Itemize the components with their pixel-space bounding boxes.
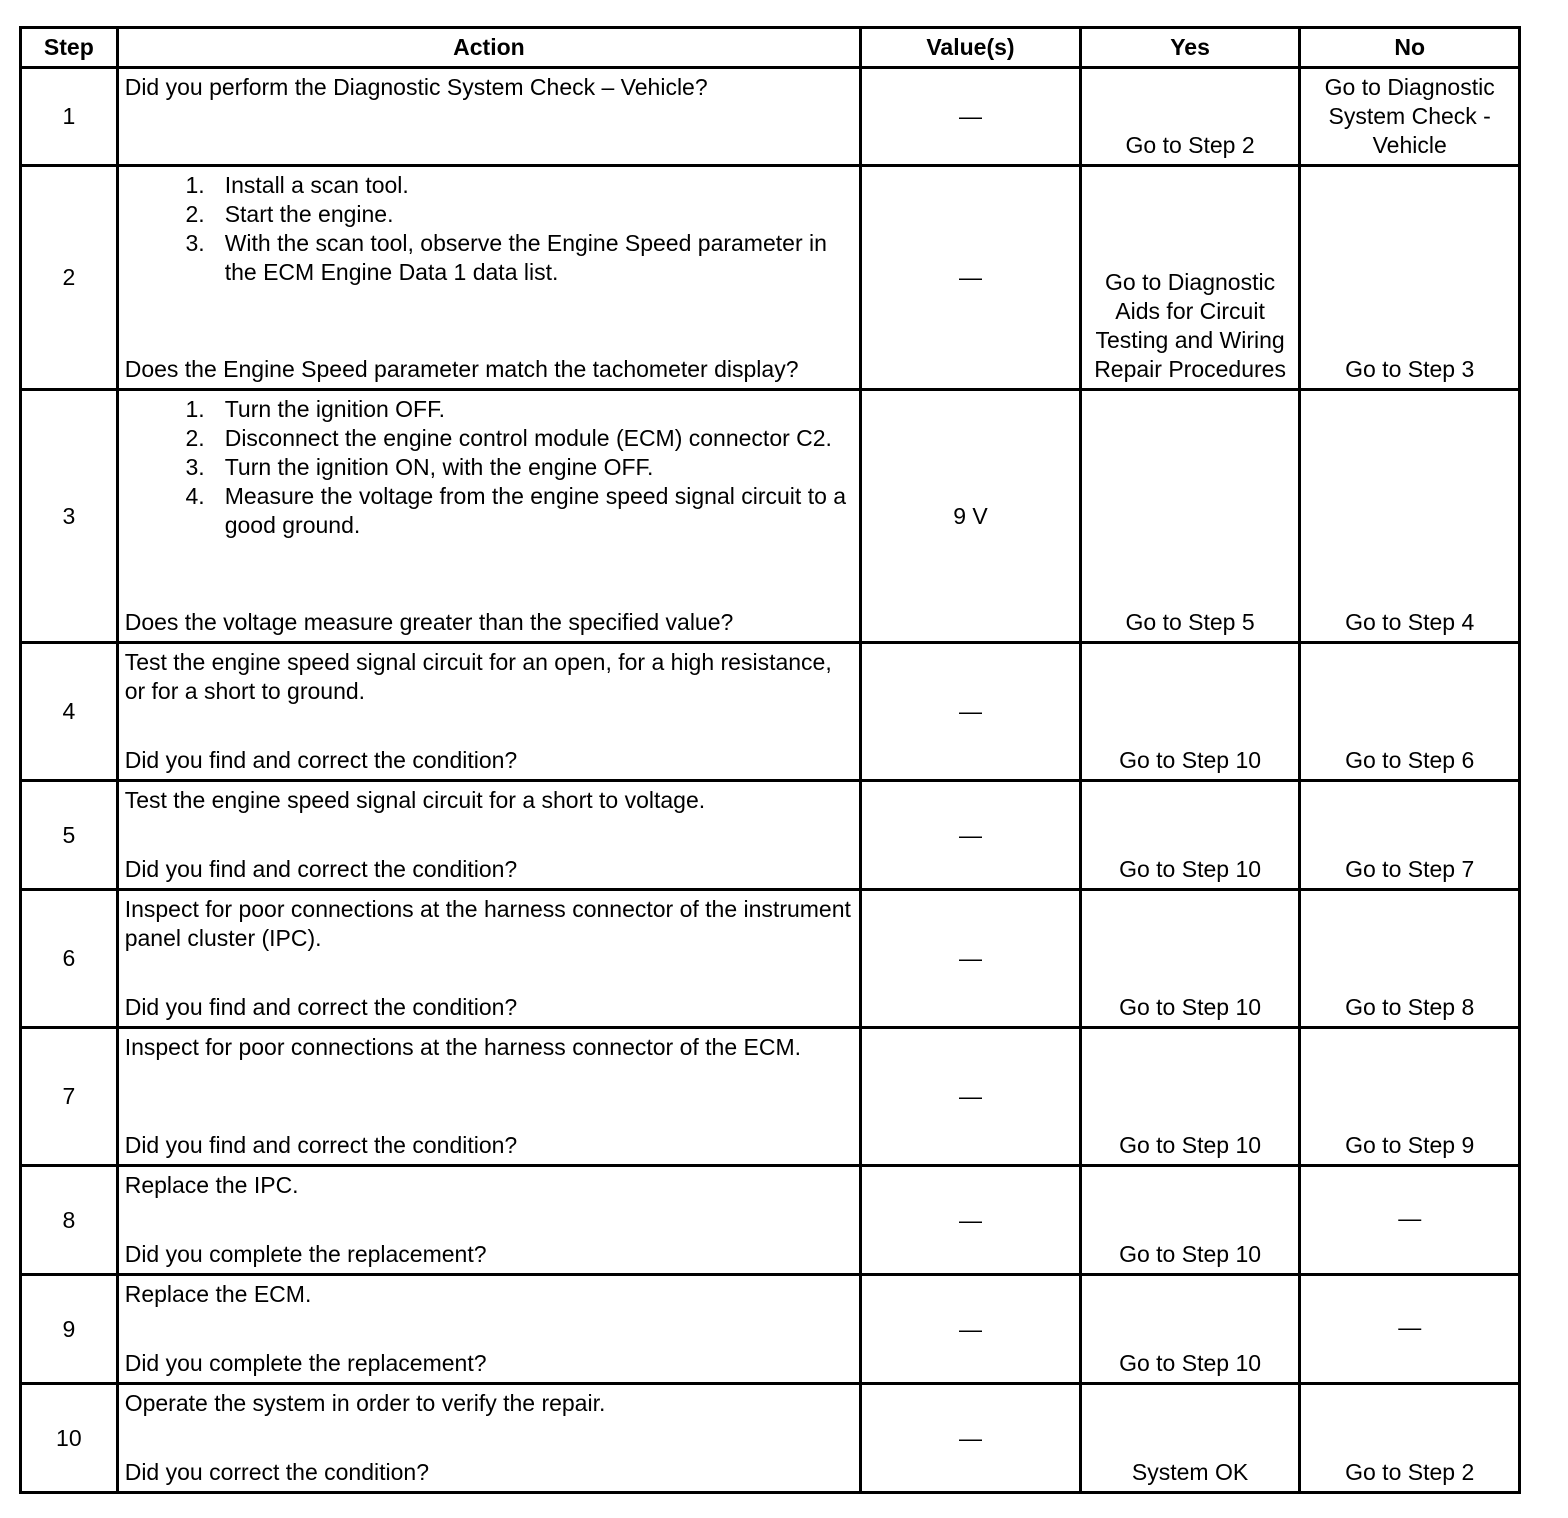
no-cell: — xyxy=(1300,1166,1520,1275)
substep-item xyxy=(125,453,854,482)
substep-item xyxy=(125,482,854,540)
step-number: 3 xyxy=(21,390,118,643)
value-cell: — xyxy=(861,781,1081,890)
step-number: 9 xyxy=(21,1275,118,1384)
no-cell: Go to Step 3 xyxy=(1300,166,1520,390)
header-values: Value(s) xyxy=(861,28,1081,68)
action-cell xyxy=(117,390,860,643)
substep-number: 4. xyxy=(185,483,205,509)
step-number: 6 xyxy=(21,890,118,1028)
substep-item xyxy=(125,200,854,229)
action-substeps xyxy=(125,395,854,540)
yes-cell: Go to Step 5 xyxy=(1080,390,1300,643)
substep-item xyxy=(125,229,854,287)
no-cell: Go to Step 8 xyxy=(1300,890,1520,1028)
substep-text: Disconnect the engine control module (ECM) connector C2. xyxy=(224,425,832,451)
substep-text: Turn the ignition ON, with the engine OFF. xyxy=(224,454,654,480)
table-row xyxy=(21,1384,1520,1493)
step-number: 2 xyxy=(21,166,118,390)
substep-number: 2. xyxy=(185,425,205,451)
substep-number: 2. xyxy=(185,201,205,227)
action-question: Did you find and correct the condition? xyxy=(124,856,518,882)
header-action: Action xyxy=(117,28,860,68)
table-row xyxy=(21,781,1520,890)
step-number: 4 xyxy=(21,643,118,781)
substep-number: 1. xyxy=(185,172,205,198)
header-step: Step xyxy=(21,28,118,68)
step-number: 10 xyxy=(21,1384,118,1493)
action-question: Did you complete the replacement? xyxy=(124,1241,487,1267)
yes-cell: Go to Step 10 xyxy=(1080,890,1300,1028)
no-cell: Go to Step 9 xyxy=(1300,1028,1520,1166)
table-row xyxy=(21,68,1520,166)
substep-text: Start the engine. xyxy=(224,201,394,227)
no-cell: Go to Step 6 xyxy=(1300,643,1520,781)
value-cell: — xyxy=(861,68,1081,166)
action-instruction: Replace the ECM. xyxy=(124,1281,312,1307)
table-row xyxy=(21,1275,1520,1384)
action-cell xyxy=(117,890,860,1028)
action-instruction: Test the engine speed signal circuit for an open, for a high resistance, or for a short to ground. xyxy=(124,649,832,704)
action-question: Did you correct the condition? xyxy=(124,1459,429,1485)
action-cell xyxy=(117,1384,860,1493)
value-cell: — xyxy=(861,1275,1081,1384)
header-yes: Yes xyxy=(1080,28,1300,68)
value-cell: — xyxy=(861,1028,1081,1166)
substep-text: With the scan tool, observe the Engine Speed parameter in the ECM Engine Data 1 data list. xyxy=(224,230,827,285)
action-cell xyxy=(117,1166,860,1275)
substep-text: Measure the voltage from the engine speed signal circuit to a good ground. xyxy=(224,483,847,538)
table-row xyxy=(21,643,1520,781)
action-question: Did you find and correct the condition? xyxy=(124,994,518,1020)
action-substeps xyxy=(125,171,854,287)
action-cell xyxy=(117,1275,860,1384)
substep-item xyxy=(125,424,854,453)
value-cell: — xyxy=(861,1384,1081,1493)
yes-cell: Go to Step 10 xyxy=(1080,781,1300,890)
yes-cell: Go to Diagnostic Aids for Circuit Testing and Wiring Repair Procedures xyxy=(1080,166,1300,390)
substep-item xyxy=(125,395,854,424)
action-question: Does the voltage measure greater than the specified value? xyxy=(124,609,734,635)
no-cell: Go to Step 4 xyxy=(1300,390,1520,643)
value-cell: — xyxy=(861,890,1081,1028)
yes-cell: Go to Step 10 xyxy=(1080,1028,1300,1166)
action-question: Did you complete the replacement? xyxy=(124,1350,487,1376)
action-instruction: Inspect for poor connections at the harness connector of the ECM. xyxy=(124,1034,802,1060)
substep-text: Turn the ignition OFF. xyxy=(224,396,445,422)
no-cell: Go to Step 7 xyxy=(1300,781,1520,890)
table-row xyxy=(21,390,1520,643)
step-number: 5 xyxy=(21,781,118,890)
value-cell: — xyxy=(861,1166,1081,1275)
table-row xyxy=(21,1166,1520,1275)
table-row xyxy=(21,166,1520,390)
value-cell: — xyxy=(861,166,1081,390)
action-instruction: Test the engine speed signal circuit for a short to voltage. xyxy=(124,787,706,813)
action-instruction: Operate the system in order to verify the repair. xyxy=(124,1390,606,1416)
yes-cell: Go to Step 10 xyxy=(1080,1166,1300,1275)
action-question: Did you find and correct the condition? xyxy=(124,747,518,773)
action-question: Did you find and correct the condition? xyxy=(124,1132,518,1158)
step-number: 8 xyxy=(21,1166,118,1275)
value-cell: — xyxy=(861,643,1081,781)
yes-cell: Go to Step 2 xyxy=(1080,68,1300,166)
substep-number: 1. xyxy=(185,396,205,422)
action-cell xyxy=(117,68,860,166)
no-cell: Go to Step 2 xyxy=(1300,1384,1520,1493)
no-cell: — xyxy=(1300,1275,1520,1384)
table-row xyxy=(21,890,1520,1028)
value-cell: 9 V xyxy=(861,390,1081,643)
action-cell xyxy=(117,166,860,390)
action-cell xyxy=(117,643,860,781)
yes-cell: System OK xyxy=(1080,1384,1300,1493)
substep-number: 3. xyxy=(185,454,205,480)
substep-number: 3. xyxy=(185,230,205,256)
substep-item xyxy=(125,171,854,200)
table-row xyxy=(21,1028,1520,1166)
action-question: Does the Engine Speed parameter match the tachometer display? xyxy=(124,356,799,382)
no-cell: Go to Diagnostic System Check - Vehicle xyxy=(1300,68,1520,166)
diagnostic-table xyxy=(19,26,1521,1494)
yes-cell: Go to Step 10 xyxy=(1080,643,1300,781)
action-cell xyxy=(117,1028,860,1166)
yes-cell: Go to Step 10 xyxy=(1080,1275,1300,1384)
action-instruction: Replace the IPC. xyxy=(124,1172,299,1198)
step-number: 7 xyxy=(21,1028,118,1166)
substep-text: Install a scan tool. xyxy=(224,172,409,198)
action-cell xyxy=(117,781,860,890)
step-number: 1 xyxy=(21,68,118,166)
header-no: No xyxy=(1300,28,1520,68)
action-instruction: Did you perform the Diagnostic System Check – Vehicle? xyxy=(124,74,708,100)
action-instruction: Inspect for poor connections at the harness connector of the instrument panel cluster (IPC). xyxy=(124,896,851,951)
header-row xyxy=(21,28,1520,68)
